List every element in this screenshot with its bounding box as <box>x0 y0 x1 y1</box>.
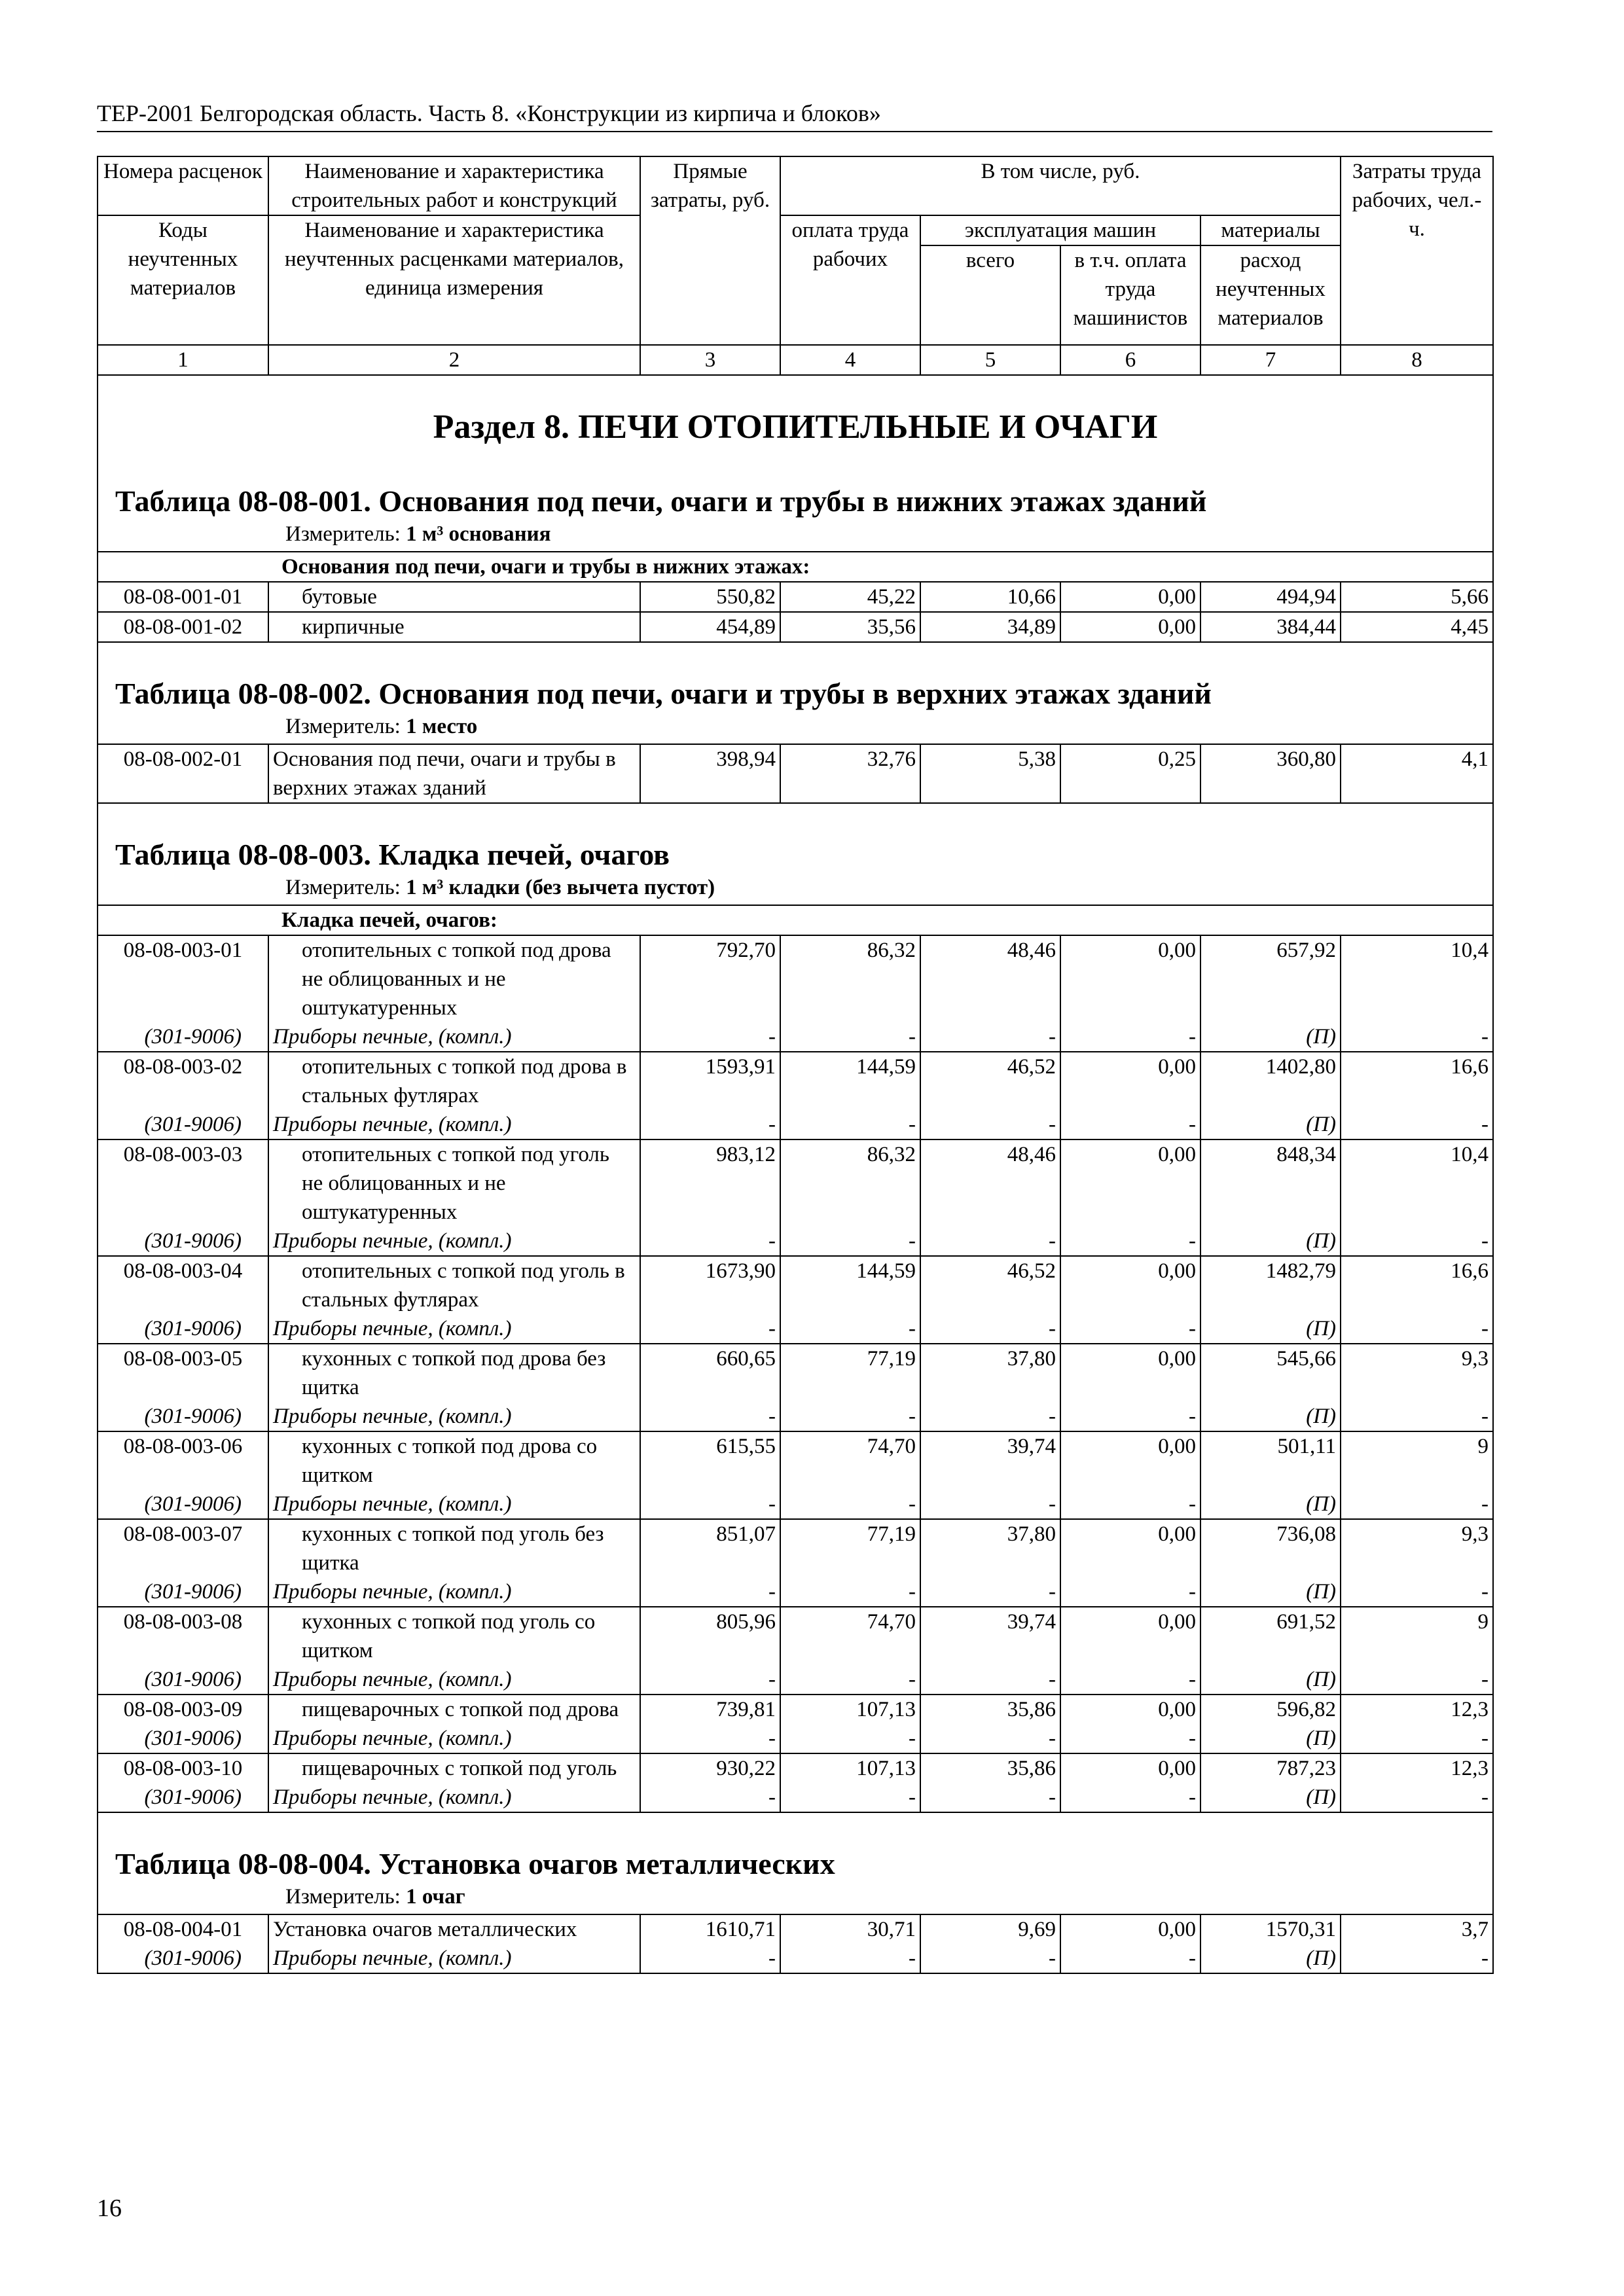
empty-dash: - <box>780 1110 920 1139</box>
empty-dash: - <box>920 1944 1060 1973</box>
material-row <box>98 1402 1493 1431</box>
direct-cost: 739,81 <box>640 1695 780 1724</box>
table-row <box>98 1914 1493 1944</box>
material-row <box>98 1110 1493 1139</box>
measurement-unit: Измеритель: 1 м³ кладки (без вычета пустот) <box>285 876 715 899</box>
labor-cost: 74,70 <box>780 1607 920 1665</box>
empty-dash: - <box>640 1402 780 1431</box>
section-block <box>98 375 1493 552</box>
empty-dash: - <box>1341 1783 1493 1812</box>
empty-dash: - <box>780 1577 920 1607</box>
empty-dash: - <box>1341 1314 1493 1344</box>
table-row <box>98 1139 1493 1227</box>
empty-dash: - <box>920 1110 1060 1139</box>
empty-dash: - <box>640 1227 780 1256</box>
col-number: 4 <box>780 345 920 375</box>
work-name: пищеварочных с топкой под уголь <box>268 1753 640 1783</box>
empty-dash: - <box>1060 1022 1200 1052</box>
empty-dash: - <box>640 1022 780 1052</box>
operator-cost: 0,00 <box>1060 1519 1200 1577</box>
direct-cost: 1593,91 <box>640 1052 780 1110</box>
labor-cost: 144,59 <box>780 1052 920 1110</box>
work-name: пищеварочных с топкой под дрова <box>268 1695 640 1724</box>
material-code: (301-9006) <box>98 1227 268 1256</box>
rate-code: 08-08-003-09 <box>98 1695 268 1724</box>
empty-dash: - <box>1341 1665 1493 1695</box>
table-title: Таблица 08-08-001. Основания под печи, очаги и трубы в нижних этажах зданий <box>115 484 1207 518</box>
material-row <box>98 1022 1493 1052</box>
table-row <box>98 1519 1493 1577</box>
operator-cost: 0,00 <box>1060 1256 1200 1314</box>
rates-table <box>97 156 1494 1974</box>
material-row <box>98 1490 1493 1519</box>
rate-code: 08-08-004-01 <box>98 1914 268 1944</box>
material-mark: (П) <box>1200 1110 1341 1139</box>
table-row: 08-08-001-01 бутовые 550,82 45,22 10,66 0,00 494,94 5,66 <box>98 582 1493 612</box>
machine-cost: 48,46 <box>920 935 1060 1022</box>
empty-dash: - <box>1341 1724 1493 1753</box>
empty-dash: - <box>920 1577 1060 1607</box>
empty-dash: - <box>1060 1724 1200 1753</box>
material-cost: 1570,31 <box>1200 1914 1341 1944</box>
machine-cost: 37,80 <box>920 1344 1060 1402</box>
machine-cost: 35,86 <box>920 1695 1060 1724</box>
operator-cost: 0,00 <box>1060 1431 1200 1490</box>
material-cost: 1402,80 <box>1200 1052 1341 1110</box>
rate-code: 08-08-003-05 <box>98 1344 268 1402</box>
material-name: Приборы печные, (компл.) <box>268 1724 640 1753</box>
direct-cost: 805,96 <box>640 1607 780 1665</box>
machines-header: эксплуатация машин <box>920 215 1200 245</box>
labor-hours: 10,4 <box>1341 1139 1493 1227</box>
empty-dash: - <box>920 1490 1060 1519</box>
materials-header: материалы <box>1200 215 1341 245</box>
table-title: Таблица 08-08-004. Установка очагов металлических <box>115 1847 835 1880</box>
empty-dash: - <box>1060 1577 1200 1607</box>
empty-dash: - <box>1060 1227 1200 1256</box>
table-title: Таблица 08-08-003. Кладка печей, очагов <box>115 838 670 871</box>
empty-dash: - <box>1341 1402 1493 1431</box>
material-name: Приборы печные, (компл.) <box>268 1577 640 1607</box>
empty-dash: - <box>1341 1110 1493 1139</box>
labor-hours: 16,6 <box>1341 1256 1493 1314</box>
work-name: кухонных с топкой под дрова со щитком <box>268 1431 640 1490</box>
empty-dash: - <box>640 1490 780 1519</box>
material-code: (301-9006) <box>98 1944 268 1973</box>
work-name: кухонных с топкой под дрова без щитка <box>268 1344 640 1402</box>
empty-dash: - <box>1060 1402 1200 1431</box>
material-row <box>98 1783 1493 1812</box>
direct-cost: 851,07 <box>640 1519 780 1577</box>
material-name: Приборы печные, (компл.) <box>268 1314 640 1344</box>
col5-header: всего <box>920 245 1060 345</box>
labor-cost: 144,59 <box>780 1256 920 1314</box>
table-title-block <box>98 803 1493 905</box>
empty-dash: - <box>780 1227 920 1256</box>
operator-cost: 0,00 <box>1060 1139 1200 1227</box>
work-name: кухонных с топкой под уголь без щитка <box>268 1519 640 1577</box>
empty-dash: - <box>780 1490 920 1519</box>
table-row <box>98 1256 1493 1314</box>
empty-dash: - <box>920 1724 1060 1753</box>
empty-dash: - <box>1341 1944 1493 1973</box>
empty-dash: - <box>780 1402 920 1431</box>
material-row <box>98 1577 1493 1607</box>
material-row <box>98 1227 1493 1256</box>
labor-hours: 9,3 <box>1341 1344 1493 1402</box>
table-row <box>98 935 1493 1022</box>
table-row <box>98 1052 1493 1110</box>
work-name: отопительных с топкой под дрова не облицованных и не оштукатуренных <box>268 935 640 1022</box>
empty-dash: - <box>1341 1022 1493 1052</box>
material-cost: 1482,79 <box>1200 1256 1341 1314</box>
labor-hours: 3,7 <box>1341 1914 1493 1944</box>
labor-cost: 107,13 <box>780 1695 920 1724</box>
table3-rows <box>98 935 1493 1812</box>
material-name: Приборы печные, (компл.) <box>268 1227 640 1256</box>
labor-cost: 86,32 <box>780 1139 920 1227</box>
empty-dash: - <box>780 1314 920 1344</box>
table-title-block <box>98 642 1493 744</box>
material-mark: (П) <box>1200 1577 1341 1607</box>
machine-cost: 46,52 <box>920 1256 1060 1314</box>
table4-rows <box>98 1914 1493 1973</box>
empty-dash: - <box>920 1783 1060 1812</box>
material-cost: 596,82 <box>1200 1695 1341 1724</box>
empty-dash: - <box>640 1577 780 1607</box>
machine-cost: 37,80 <box>920 1519 1060 1577</box>
table-row: 08-08-001-02 кирпичные 454,89 35,56 34,89 0,00 384,44 4,45 <box>98 612 1493 642</box>
operator-cost: 0,00 <box>1060 1344 1200 1402</box>
rate-code: 08-08-003-04 <box>98 1256 268 1314</box>
empty-dash: - <box>1060 1110 1200 1139</box>
material-code: (301-9006) <box>98 1110 268 1139</box>
col-number: 1 <box>98 345 268 375</box>
rate-code: 08-08-003-08 <box>98 1607 268 1665</box>
col4-header: оплата труда рабочих <box>780 215 920 345</box>
table-subheading: Основания под печи, очаги и трубы в нижних этажах: <box>98 552 1493 582</box>
empty-dash: - <box>1060 1665 1200 1695</box>
labor-hours: 10,4 <box>1341 935 1493 1022</box>
machine-cost: 39,74 <box>920 1431 1060 1490</box>
labor-cost: 77,19 <box>780 1519 920 1577</box>
empty-dash: - <box>780 1783 920 1812</box>
labor-cost: 77,19 <box>780 1344 920 1402</box>
col2-bottom-header: Наименование и характеристика неучтенных расценками материалов, единица измерения <box>268 215 640 345</box>
work-name: отопительных с топкой под уголь в стальных футлярах <box>268 1256 640 1314</box>
labor-hours: 12,3 <box>1341 1695 1493 1724</box>
machine-cost: 35,86 <box>920 1753 1060 1783</box>
col6-header: в т.ч. оплата труда машинистов <box>1060 245 1200 345</box>
operator-cost: 0,00 <box>1060 1607 1200 1665</box>
material-cost: 501,11 <box>1200 1431 1341 1490</box>
empty-dash: - <box>1060 1490 1200 1519</box>
including-header: В том числе, руб. <box>780 156 1341 215</box>
material-code: (301-9006) <box>98 1665 268 1695</box>
table-row: 08-08-002-01 Основания под печи, очаги и трубы в верхних этажах зданий 398,94 32,76 5,38 0,25 360,80 4,1 <box>98 744 1493 803</box>
material-mark: (П) <box>1200 1490 1341 1519</box>
col-number: 6 <box>1060 345 1200 375</box>
machine-cost: 48,46 <box>920 1139 1060 1227</box>
empty-dash: - <box>780 1022 920 1052</box>
material-mark: (П) <box>1200 1227 1341 1256</box>
measurement-unit: Измеритель: 1 м³ основания <box>285 522 551 546</box>
empty-dash: - <box>1341 1227 1493 1256</box>
section-title: Раздел 8. ПЕЧИ ОТОПИТЕЛЬНЫЕ И ОЧАГИ <box>433 408 1158 446</box>
page-number: 16 <box>97 2195 122 2222</box>
material-code: (301-9006) <box>98 1577 268 1607</box>
empty-dash: - <box>920 1665 1060 1695</box>
empty-dash: - <box>640 1944 780 1973</box>
operator-cost: 0,00 <box>1060 1914 1200 1944</box>
col1-bottom-header: Коды неучтенных материалов <box>98 215 268 345</box>
material-cost: 736,08 <box>1200 1519 1341 1577</box>
material-name: Приборы печные, (компл.) <box>268 1944 640 1973</box>
labor-hours: 12,3 <box>1341 1753 1493 1783</box>
material-name: Приборы печные, (компл.) <box>268 1665 640 1695</box>
material-mark: (П) <box>1200 1665 1341 1695</box>
empty-dash: - <box>920 1402 1060 1431</box>
material-cost: 691,52 <box>1200 1607 1341 1665</box>
table-row <box>98 1607 1493 1665</box>
material-row <box>98 1314 1493 1344</box>
col8-header: Затраты труда рабочих, чел.-ч. <box>1341 156 1493 345</box>
table-row <box>98 1695 1493 1724</box>
material-code: (301-9006) <box>98 1022 268 1052</box>
material-row <box>98 1944 1493 1973</box>
material-mark: (П) <box>1200 1402 1341 1431</box>
rate-code: 08-08-003-01 <box>98 935 268 1022</box>
labor-cost: 30,71 <box>780 1914 920 1944</box>
table-title-block <box>98 1812 1493 1914</box>
empty-dash: - <box>920 1022 1060 1052</box>
empty-dash: - <box>640 1783 780 1812</box>
work-name: отопительных с топкой под дрова в стальных футлярах <box>268 1052 640 1110</box>
material-code: (301-9006) <box>98 1490 268 1519</box>
direct-cost: 1610,71 <box>640 1914 780 1944</box>
work-name: кухонных с топкой под уголь со щитком <box>268 1607 640 1665</box>
material-row <box>98 1724 1493 1753</box>
empty-dash: - <box>1341 1490 1493 1519</box>
labor-cost: 86,32 <box>780 935 920 1022</box>
empty-dash: - <box>780 1665 920 1695</box>
direct-cost: 1673,90 <box>640 1256 780 1314</box>
table-row <box>98 1753 1493 1783</box>
table-row <box>98 1344 1493 1402</box>
labor-hours: 9 <box>1341 1431 1493 1490</box>
empty-dash: - <box>1060 1944 1200 1973</box>
empty-dash: - <box>640 1665 780 1695</box>
material-code: (301-9006) <box>98 1724 268 1753</box>
col1-top-header: Номера расценок <box>98 156 268 215</box>
operator-cost: 0,00 <box>1060 1695 1200 1724</box>
material-mark: (П) <box>1200 1022 1341 1052</box>
empty-dash: - <box>780 1724 920 1753</box>
direct-cost: 792,70 <box>640 935 780 1022</box>
direct-cost: 660,65 <box>640 1344 780 1402</box>
material-name: Приборы печные, (компл.) <box>268 1402 640 1431</box>
table-row <box>98 1431 1493 1490</box>
material-name: Приборы печные, (компл.) <box>268 1110 640 1139</box>
col-number: 7 <box>1200 345 1341 375</box>
material-cost: 545,66 <box>1200 1344 1341 1402</box>
col3-header: Прямые затраты, руб. <box>640 156 780 345</box>
material-name: Приборы печные, (компл.) <box>268 1783 640 1812</box>
labor-hours: 9 <box>1341 1607 1493 1665</box>
operator-cost: 0,00 <box>1060 1052 1200 1110</box>
machine-cost: 46,52 <box>920 1052 1060 1110</box>
material-name: Приборы печные, (компл.) <box>268 1022 640 1052</box>
material-mark: (П) <box>1200 1944 1341 1973</box>
material-name: Приборы печные, (компл.) <box>268 1490 640 1519</box>
empty-dash: - <box>640 1314 780 1344</box>
material-cost: 848,34 <box>1200 1139 1341 1227</box>
labor-cost: 107,13 <box>780 1753 920 1783</box>
measurement-unit: Измеритель: 1 место <box>285 715 478 738</box>
material-code: (301-9006) <box>98 1402 268 1431</box>
material-cost: 787,23 <box>1200 1753 1341 1783</box>
material-mark: (П) <box>1200 1724 1341 1753</box>
material-code: (301-9006) <box>98 1783 268 1812</box>
col-number: 2 <box>268 345 640 375</box>
rate-code: 08-08-003-06 <box>98 1431 268 1490</box>
table-subheading: Кладка печей, очагов: <box>98 905 1493 935</box>
material-row <box>98 1665 1493 1695</box>
work-name: Установка очагов металлических <box>268 1914 640 1944</box>
empty-dash: - <box>920 1314 1060 1344</box>
col-number: 3 <box>640 345 780 375</box>
machine-cost: 39,74 <box>920 1607 1060 1665</box>
material-cost: 657,92 <box>1200 935 1341 1022</box>
operator-cost: 0,00 <box>1060 1753 1200 1783</box>
machine-cost: 9,69 <box>920 1914 1060 1944</box>
empty-dash: - <box>640 1110 780 1139</box>
empty-dash: - <box>780 1944 920 1973</box>
measurement-unit: Измеритель: 1 очаг <box>285 1885 465 1909</box>
running-header: ТЕР-2001 Белгородская область. Часть 8. «Конструкции из кирпича и блоков» <box>97 98 1492 132</box>
operator-cost: 0,00 <box>1060 935 1200 1022</box>
col-number: 5 <box>920 345 1060 375</box>
rate-code: 08-08-003-02 <box>98 1052 268 1110</box>
direct-cost: 983,12 <box>640 1139 780 1227</box>
col-number: 8 <box>1341 345 1493 375</box>
labor-hours: 16,6 <box>1341 1052 1493 1110</box>
labor-hours: 9,3 <box>1341 1519 1493 1577</box>
empty-dash: - <box>1341 1577 1493 1607</box>
direct-cost: 615,55 <box>640 1431 780 1490</box>
empty-dash: - <box>640 1724 780 1753</box>
empty-dash: - <box>1060 1314 1200 1344</box>
material-code: (301-9006) <box>98 1314 268 1344</box>
direct-cost: 930,22 <box>640 1753 780 1783</box>
material-mark: (П) <box>1200 1314 1341 1344</box>
work-name: отопительных с топкой под уголь не облицованных и не оштукатуренных <box>268 1139 640 1227</box>
empty-dash: - <box>1060 1783 1200 1812</box>
table-title: Таблица 08-08-002. Основания под печи, очаги и трубы в верхних этажах зданий <box>115 677 1212 710</box>
col2-top-header: Наименование и характеристика строительных работ и конструкций <box>268 156 640 215</box>
empty-dash: - <box>920 1227 1060 1256</box>
rate-code: 08-08-003-03 <box>98 1139 268 1227</box>
rate-code: 08-08-003-07 <box>98 1519 268 1577</box>
material-mark: (П) <box>1200 1783 1341 1812</box>
col7-header: расход неучтенных материалов <box>1200 245 1341 345</box>
rate-code: 08-08-003-10 <box>98 1753 268 1783</box>
labor-cost: 74,70 <box>780 1431 920 1490</box>
